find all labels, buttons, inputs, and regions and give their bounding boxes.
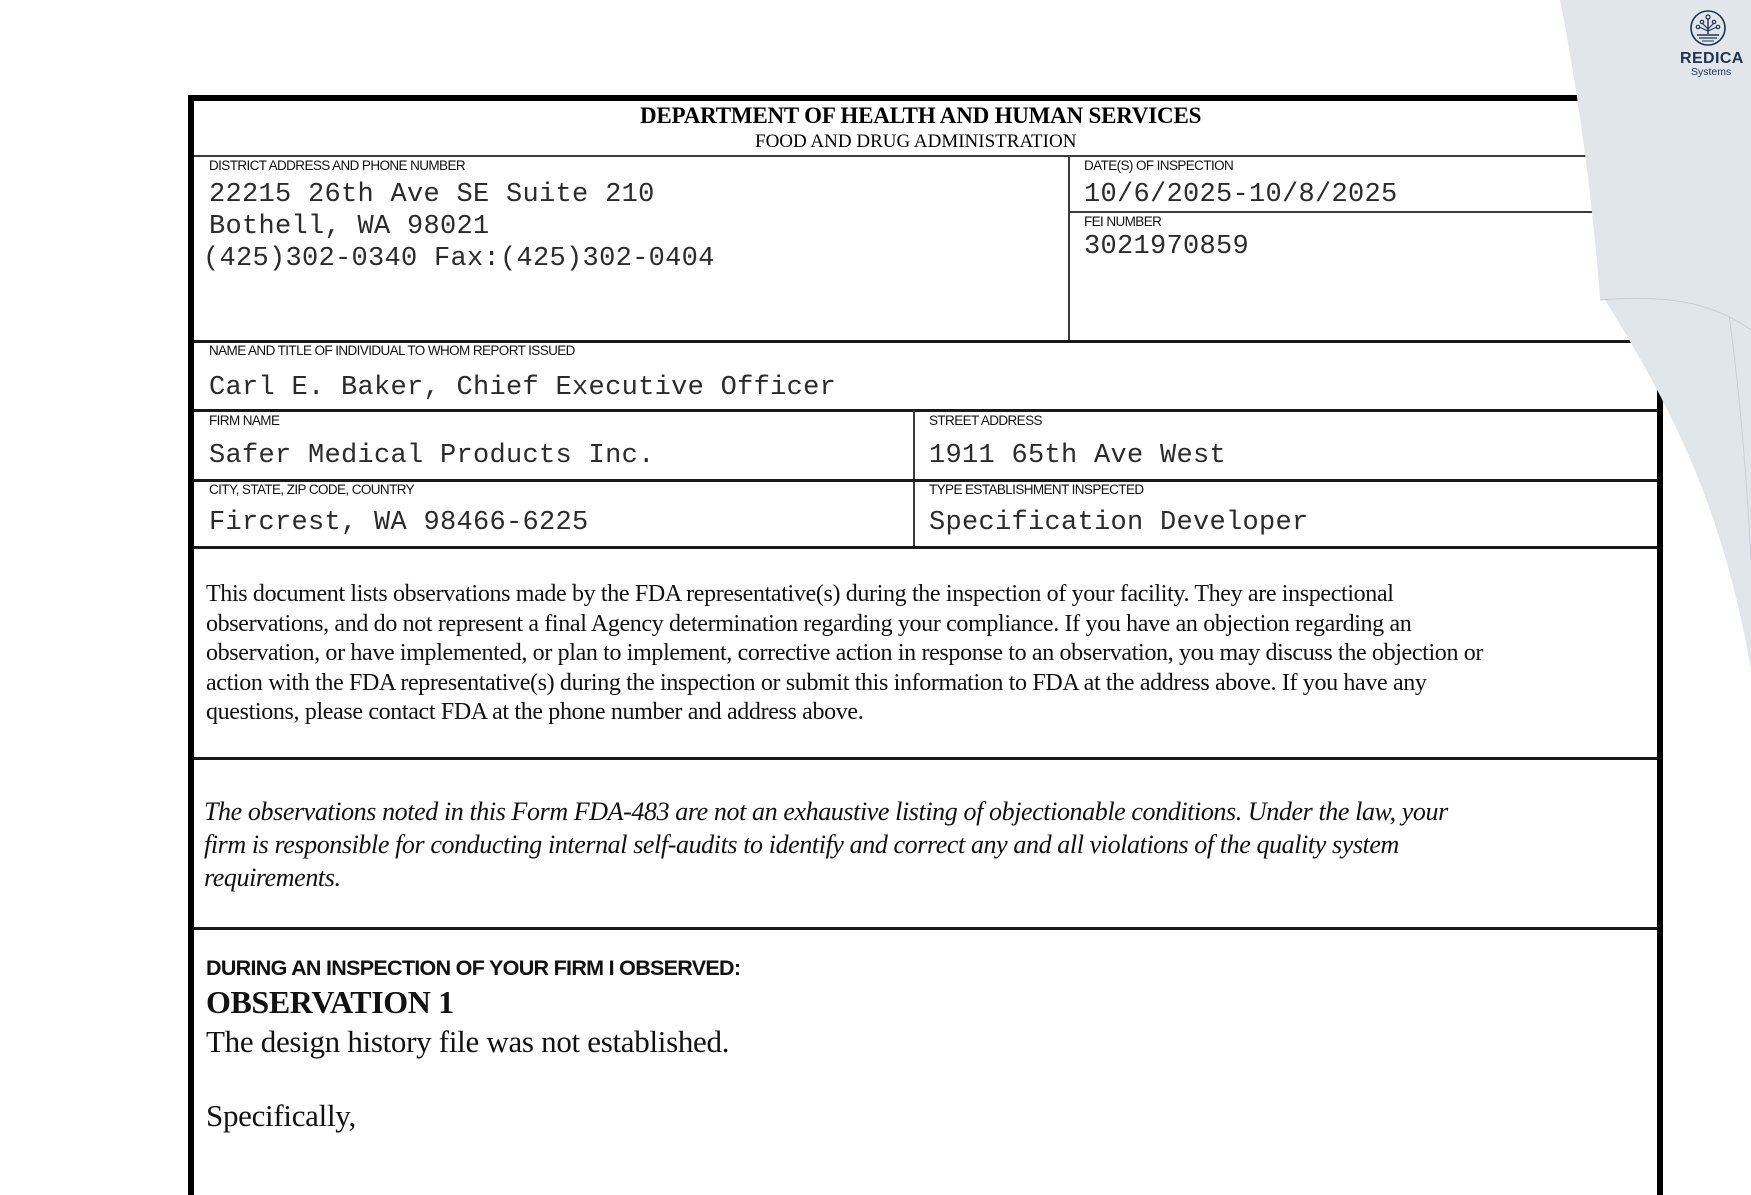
redica-brand: REDICA bbox=[1680, 50, 1744, 67]
notice-line: action with the FDA representative(s) during the inspection or submit this information to FDA at the address above. If you have any bbox=[206, 669, 1427, 696]
tree-network-icon bbox=[1689, 9, 1727, 47]
redica-sub: Systems bbox=[1691, 66, 1732, 78]
redica-logo bbox=[1689, 9, 1727, 47]
establishment-value: Specification Developer bbox=[929, 508, 1309, 538]
observations-intro: DURING AN INSPECTION OF YOUR FIRM I OBSERVED: bbox=[206, 956, 741, 980]
page-curl-watermark bbox=[1560, 0, 1751, 670]
notice-paragraph bbox=[206, 580, 1646, 728]
firm-value: Safer Medical Products Inc. bbox=[209, 441, 655, 471]
divider bbox=[194, 927, 1657, 930]
divider bbox=[194, 757, 1657, 760]
recipient-label: NAME AND TITLE OF INDIVIDUAL TO WHOM REPORT ISSUED bbox=[209, 343, 575, 358]
notice-line: questions, please contact FDA at the phone number and address above. bbox=[206, 699, 864, 725]
district-address-line1: 22215 26th Ave SE Suite 210 bbox=[209, 180, 655, 210]
observation-summary: The design history file was not established. bbox=[206, 1024, 730, 1059]
fei-value: 3021970859 bbox=[1084, 232, 1250, 262]
agency-title: FOOD AND DRUG ADMINISTRATION bbox=[755, 131, 1077, 152]
firm-label: FIRM NAME bbox=[209, 413, 280, 428]
observation-detail: Specifically, bbox=[206, 1098, 356, 1133]
district-address-line2: Bothell, WA 98021 bbox=[209, 212, 490, 242]
inspection-dates-value: 10/6/2025-10/8/2025 bbox=[1084, 180, 1398, 210]
disclaimer-line: The observations noted in this Form FDA-483 are not an exhaustive listing of objectionable conditions. Under the law, your bbox=[204, 797, 1448, 826]
observation-title: OBSERVATION 1 bbox=[206, 984, 454, 1020]
notice-line: This document lists observations made by the FDA representative(s) during the inspection of your facility. They are inspectional bbox=[206, 581, 1394, 607]
street-label: STREET ADDRESS bbox=[929, 413, 1042, 428]
disclaimer-line: requirements. bbox=[204, 863, 341, 892]
divider bbox=[194, 546, 1657, 549]
divider bbox=[1068, 155, 1070, 341]
disclaimer-paragraph bbox=[204, 795, 1654, 894]
department-title: DEPARTMENT OF HEALTH AND HUMAN SERVICES bbox=[640, 103, 1202, 128]
city-label: CITY, STATE, ZIP CODE, COUNTRY bbox=[209, 482, 415, 497]
recipient-value: Carl E. Baker, Chief Executive Officer bbox=[209, 373, 837, 403]
establishment-label: TYPE ESTABLISHMENT INSPECTED bbox=[929, 482, 1144, 497]
notice-line: observation, or have implemented, or plan to implement, corrective action in response to an observation, you may discuss the objection or bbox=[206, 640, 1484, 666]
disclaimer-line: firm is responsible for conducting internal self-audits to identify and correct any and all violations of the quality system bbox=[204, 830, 1399, 859]
inspection-dates-label: DATE(S) OF INSPECTION bbox=[1084, 158, 1234, 173]
fei-label: FEI NUMBER bbox=[1084, 214, 1162, 229]
divider bbox=[194, 155, 1657, 157]
street-value: 1911 65th Ave West bbox=[929, 441, 1227, 471]
district-label: DISTRICT ADDRESS AND PHONE NUMBER bbox=[209, 158, 465, 173]
district-phone: (425)302-0340 Fax:(425)302-0404 bbox=[203, 244, 715, 274]
notice-line: observations, and do not represent a final Agency determination regarding your compliance. If you have an objection regarding an bbox=[206, 610, 1412, 637]
divider bbox=[194, 409, 1657, 412]
city-value: Fircrest, WA 98466-6225 bbox=[209, 508, 589, 538]
